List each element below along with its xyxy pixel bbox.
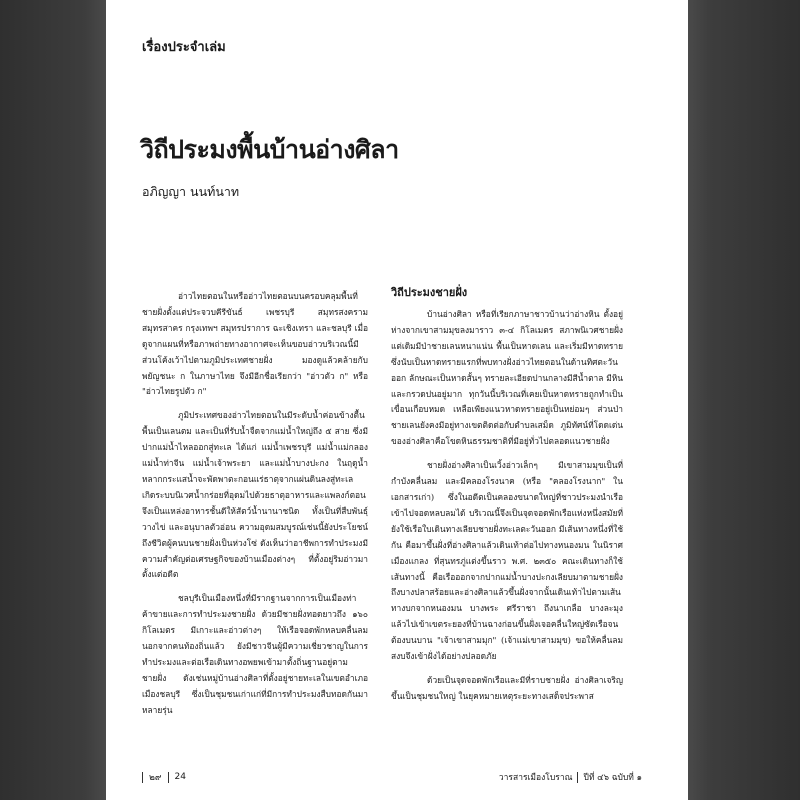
paragraph: ด้วยเป็นจุดจอดพักเรือและมีที่ราบชายฝั่ง อ่างศิลาเจริญขึ้นเป็นชุมชนใหญ่ ในยุคหมายเหตุระยะทางเสด็จประพาส bbox=[391, 674, 623, 701]
paragraph: อ่าวไทยตอนในหรืออ่าวไทยตอนบนครอบคลุมพื้นที่ชายฝั่งตั้งแต่ประจวบคีรีขันธ์ เพชรบุรี สมุทรสงคราม สมุทรสาคร กรุงเทพฯ สมุทรปราการ ฉะเชิงเทรา และชลบุรี เมื่อดูจากแผนที่หรือภาพถ่ายทางอากาศจะเห็นขอบอ่าวบริเวณนี้มีส่วนโค้งเว้าไปตามภูมิประเทศชายฝั่ง มองดูแล้วคล้ายกับพยัญชนะ ก ในภาษาไทย จึงมีอีกชื่อเรียกว่า "อ่าวตัว ก" หรือ "อ่าวไทยรูปตัว ก" bbox=[142, 291, 368, 397]
divider bbox=[168, 772, 169, 783]
running-footer bbox=[499, 770, 642, 784]
left-column bbox=[142, 289, 368, 719]
book-gutter-left bbox=[0, 0, 106, 800]
paragraph: ชายฝั่งอ่างศิลาเป็นเวิ้งอ่าวเล็กๆ มีเขาสามมุขเป็นที่กำบังคลื่นลม และมีคลองโรงนาค (หรือ "คลองโรงนาก" ในเอกสารเก่า) ซึ่งในอดีตเป็นคลองขนาดใหญ่ที่ชาวประมงนำเรือเข้าไปจอดหลบลมได้ บริเวณนี้จึงเป็นจุดจอดพักเรือแห่งหนึ่งสมัยที่ยังใช้เรือใบเดินทางเลียบชายฝั่งทะเลตะวันออก มีเส้นทางหนึ่งที่ใช้กัน คือมาขึ้นฝั่งที่อ่างศิลาแล้วเดินเท้าต่อไปทางหนองมน ในนิราศเมืองแกลง ที่สุนทรภู่แต่งขึ้นราว พ.ศ. ๒๓๕๐ คณะเดินทางก็ใช้เส้นทางนี้ คือเรือออกจากปากแม่น้ำบางปะกงเลียบมาตามชายฝั่งถึงบางปลาสร้อยและอ่างศิลาแล้วขึ้นฝั่งจากนั้นเดินเท้าไปตามเส้นทางบกจากหนองมน บางพระ ศรีราชา ถึงนาเกลือ บางละมุง แล้วไปเข้าเขตระยองที่บ้านฉางก่อนขึ้นฝั่งเจอคลื่นใหญ่ซัดเรือจนต้องบนบาน "เจ้าเขาสามมุก" (เจ้าแม่เขาสามมุข) ขอให้คลื่นลมสงบจึงเข้าฝั่งได้อย่างปลอดภัย bbox=[391, 460, 623, 662]
journal-name: วารสารเมืองโบราณ bbox=[498, 773, 573, 783]
issue-info: ปีที่ ๔๖ ฉบับที่ ๑ bbox=[583, 773, 642, 783]
divider bbox=[142, 772, 143, 783]
page-number-thai: ๒๙ bbox=[149, 773, 162, 783]
page-number bbox=[142, 770, 186, 784]
right-column bbox=[391, 285, 623, 705]
sub-heading: วิถีประมงชายฝั่ง bbox=[391, 286, 468, 299]
article-title: วิถีประมงพื้นบ้านอ่างศิลา bbox=[140, 135, 399, 164]
divider bbox=[577, 772, 578, 783]
paragraph: ชลบุรีเป็นเมืองหนึ่งที่มีรากฐานจากการเป็นเมืองท่าค้าขายและการทำประมงชายฝั่ง ด้วยมีชายฝั่งทอดยาวถึง ๑๖๐ กิโลเมตร มีเกาะและอ่าวต่างๆ ให้เรือจอดพักหลบคลื่นลมนอกจากคนท้องถิ่นแล้ว ยังมีชาวจีนผู้มีความเชี่ยวชาญในการทำประมงและต่อเรือเดินทางอพยพเข้ามาตั้งถิ่นฐานอยู่ตามชายฝั่ง ดังเช่นหมู่บ้านอ่างศิลาที่ตั้งอยู่ชายทะเลในเขตอำเภอเมืองชลบุรี ซึ่งเป็นชุมชนเก่าแก่ที่มีการทำประมงสืบทอดกันมาหลายรุ่น bbox=[142, 593, 368, 715]
paragraph: บ้านอ่างศิลา หรือที่เรียกภาษาชาวบ้านว่าอ่างหิน ตั้งอยู่ห่างจากเขาสามมุขลงมาราว ๓-๔ กิโลเมตร สภาพนิเวศชายฝั่งแต่เดิมมีป่าชายเลนหนาแน่น พื้นเป็นหาดเลน และเริ่มมีหาดทรายซึ่งนับเป็นหาดทรายแรกที่พบทางฝั่งอ่าวไทยตอนในด้านทิศตะวันออก ลักษณะเป็นหาดสั้นๆ ทรายละเอียดปานกลางมีสีน้ำตาล มีหินและกรวดปนอยู่มาก ทุกวันนี้บริเวณที่เคยเป็นหาดทรายถูกทำเป็นเขื่อนเกือบหมด เหลือเพียงแนวหาดทรายอยู่เป็นหย่อมๆ ส่วนป่าชายเลนยังคงมีอยู่ทางเขตติดต่อกับตำบลเสม็ด ภูมิทัศน์ที่โดดเด่นของอ่างศิลาคือโขดหินธรรมชาติที่มีอยู่ทั่วไปตลอดแนวชายฝั่ง bbox=[391, 309, 623, 447]
book-gutter-right bbox=[688, 0, 800, 800]
author-name: อภิญญา นนท์นาท bbox=[142, 184, 240, 199]
page-number-arabic: 24 bbox=[174, 772, 186, 782]
section-label: เรื่องประจำเล่ม bbox=[142, 40, 226, 55]
paragraph: ภูมิประเทศของอ่าวไทยตอนในมีระดับน้ำค่อนข้างตื้น พื้นเป็นเลนตม และเป็นที่รับน้ำจืดจากแม่น้ำใหญ่ถึง ๕ สาย ซึ่งมีปากแม่น้ำไหลออกสู่ทะเล ได้แก่ แม่น้ำเพชรบุรี แม่น้ำแม่กลอง แม่น้ำท่าจีน แม่น้ำเจ้าพระยา และแม่น้ำบางปะกง ในฤดูน้ำหลากกระแสน้ำจะพัดพาตะกอนแร่ธาตุจากแผ่นดินลงสู่ทะเล เกิดระบบนิเวศน้ำกร่อยที่อุดมไปด้วยธาตุอาหารและแพลงก์ตอน จึงเป็นแหล่งอาหารชั้นดีให้สัตว์น้ำนานาชนิด ทั้งเป็นที่สืบพันธุ์ วางไข่ และอนุบาลตัวอ่อน ความอุดมสมบูรณ์เช่นนี้ยังประโยชน์ถึงชีวิตผู้คนบนชายฝั่งเป็นห่วงโซ่ ดังเห็นว่าอาชีพการทำประมงมีความสำคัญต่อเศรษฐกิจของบ้านเมืองต่างๆ ที่ตั้งอยู่ริมอ่าวมาตั้งแต่อดีต bbox=[142, 410, 368, 580]
document-page bbox=[106, 0, 688, 800]
